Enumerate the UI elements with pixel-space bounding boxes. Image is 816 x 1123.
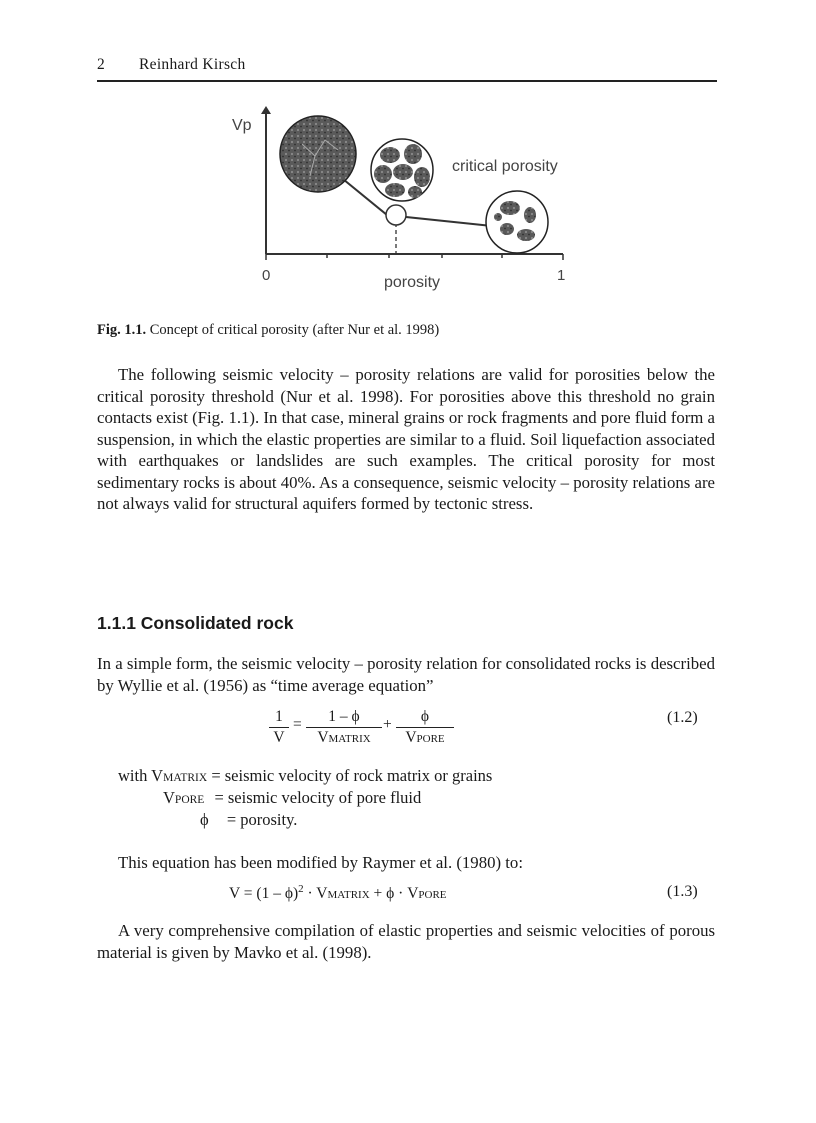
eq-equals-sign: = [293, 716, 302, 733]
eq-term2-numerator: ϕ [420, 708, 430, 725]
solid-grain-circle [280, 116, 356, 192]
eq-term1-numerator: 1 – ϕ [328, 708, 360, 725]
eq-term1-fraction [306, 708, 382, 747]
critical-grain-circle [371, 139, 433, 201]
page-number: 2 [97, 56, 106, 73]
eq-term2-fraction [396, 708, 454, 747]
figure-caption-label: Fig. 1.1. [97, 322, 147, 338]
figure-caption-text: Concept of critical porosity (after Nur et al. 1998) [149, 322, 440, 338]
eq-term2-denominator: VPORE [405, 729, 445, 746]
eq-lhs-numerator: 1 [275, 708, 283, 725]
equation-number-1-3: (1.3) [667, 883, 698, 900]
x-max-label: 1 [557, 267, 566, 284]
eq-lhs-denominator: V [273, 729, 285, 746]
x-axis-label: porosity [384, 274, 441, 291]
paragraph-critical-porosity: The following seismic velocity – porosity relations are valid for porosities below the critical porosity threshold (Nur et al. 1998). For porosities above this threshold no grain contacts exist (Fig. 1.1). In that case, mineral grains or rock fragments and pore fluid form a suspension, in which the elastic properties are similar to a fluid. Soil liquefaction associated with earthquakes or landslides are such examples. The critical porosity for most sedimentary rocks is about 40%. As a consequence, seismic velocity – porosity relations are not always valid for structural aquifers formed by tectonic stress. [97, 365, 715, 513]
suspension-grain-circle [486, 191, 548, 253]
equation-number-1-2: (1.2) [667, 709, 698, 726]
figure-caption [97, 322, 717, 339]
critical-porosity-figure [230, 104, 590, 299]
paragraph-wyllie: In a simple form, the seismic velocity – porosity relation for consolidated rocks is described by Wyllie et al. (1956) as “time average equation” [97, 654, 715, 695]
section-heading: 1.1.1 Consolidated rock [97, 613, 294, 633]
running-author: Reinhard Kirsch [139, 56, 246, 73]
critical-point-circle [386, 205, 406, 225]
eq-plus-sign: + [383, 716, 392, 733]
equation-1-3-body: V = (1 – ϕ)$^2$ · VMATRIX + ϕ · VPORE [229, 883, 447, 903]
running-header [97, 54, 717, 82]
y-axis-arrow-icon [261, 106, 271, 114]
eq-term1-denominator: VMATRIX [317, 729, 371, 746]
definition-v-pore: VPORE = seismic velocity of pore fluid [163, 788, 422, 807]
paragraph-raymer: This equation has been modified by Raymer et al. (1980) to: [118, 853, 523, 872]
x-min-label: 0 [262, 267, 271, 284]
eq-lhs-fraction [269, 708, 289, 747]
critical-porosity-label: critical porosity [452, 158, 558, 175]
paragraph-mavko: A very comprehensive compilation of elastic properties and seismic velocities of porous material is given by Mavko et al. (1998). [97, 921, 715, 962]
definition-phi: ϕ = porosity. [200, 810, 298, 829]
y-axis-label: Vp [232, 117, 252, 134]
definition-v-matrix: with VMATRIX = seismic velocity of rock matrix or grains [118, 766, 493, 785]
figure-diagram [230, 104, 590, 299]
